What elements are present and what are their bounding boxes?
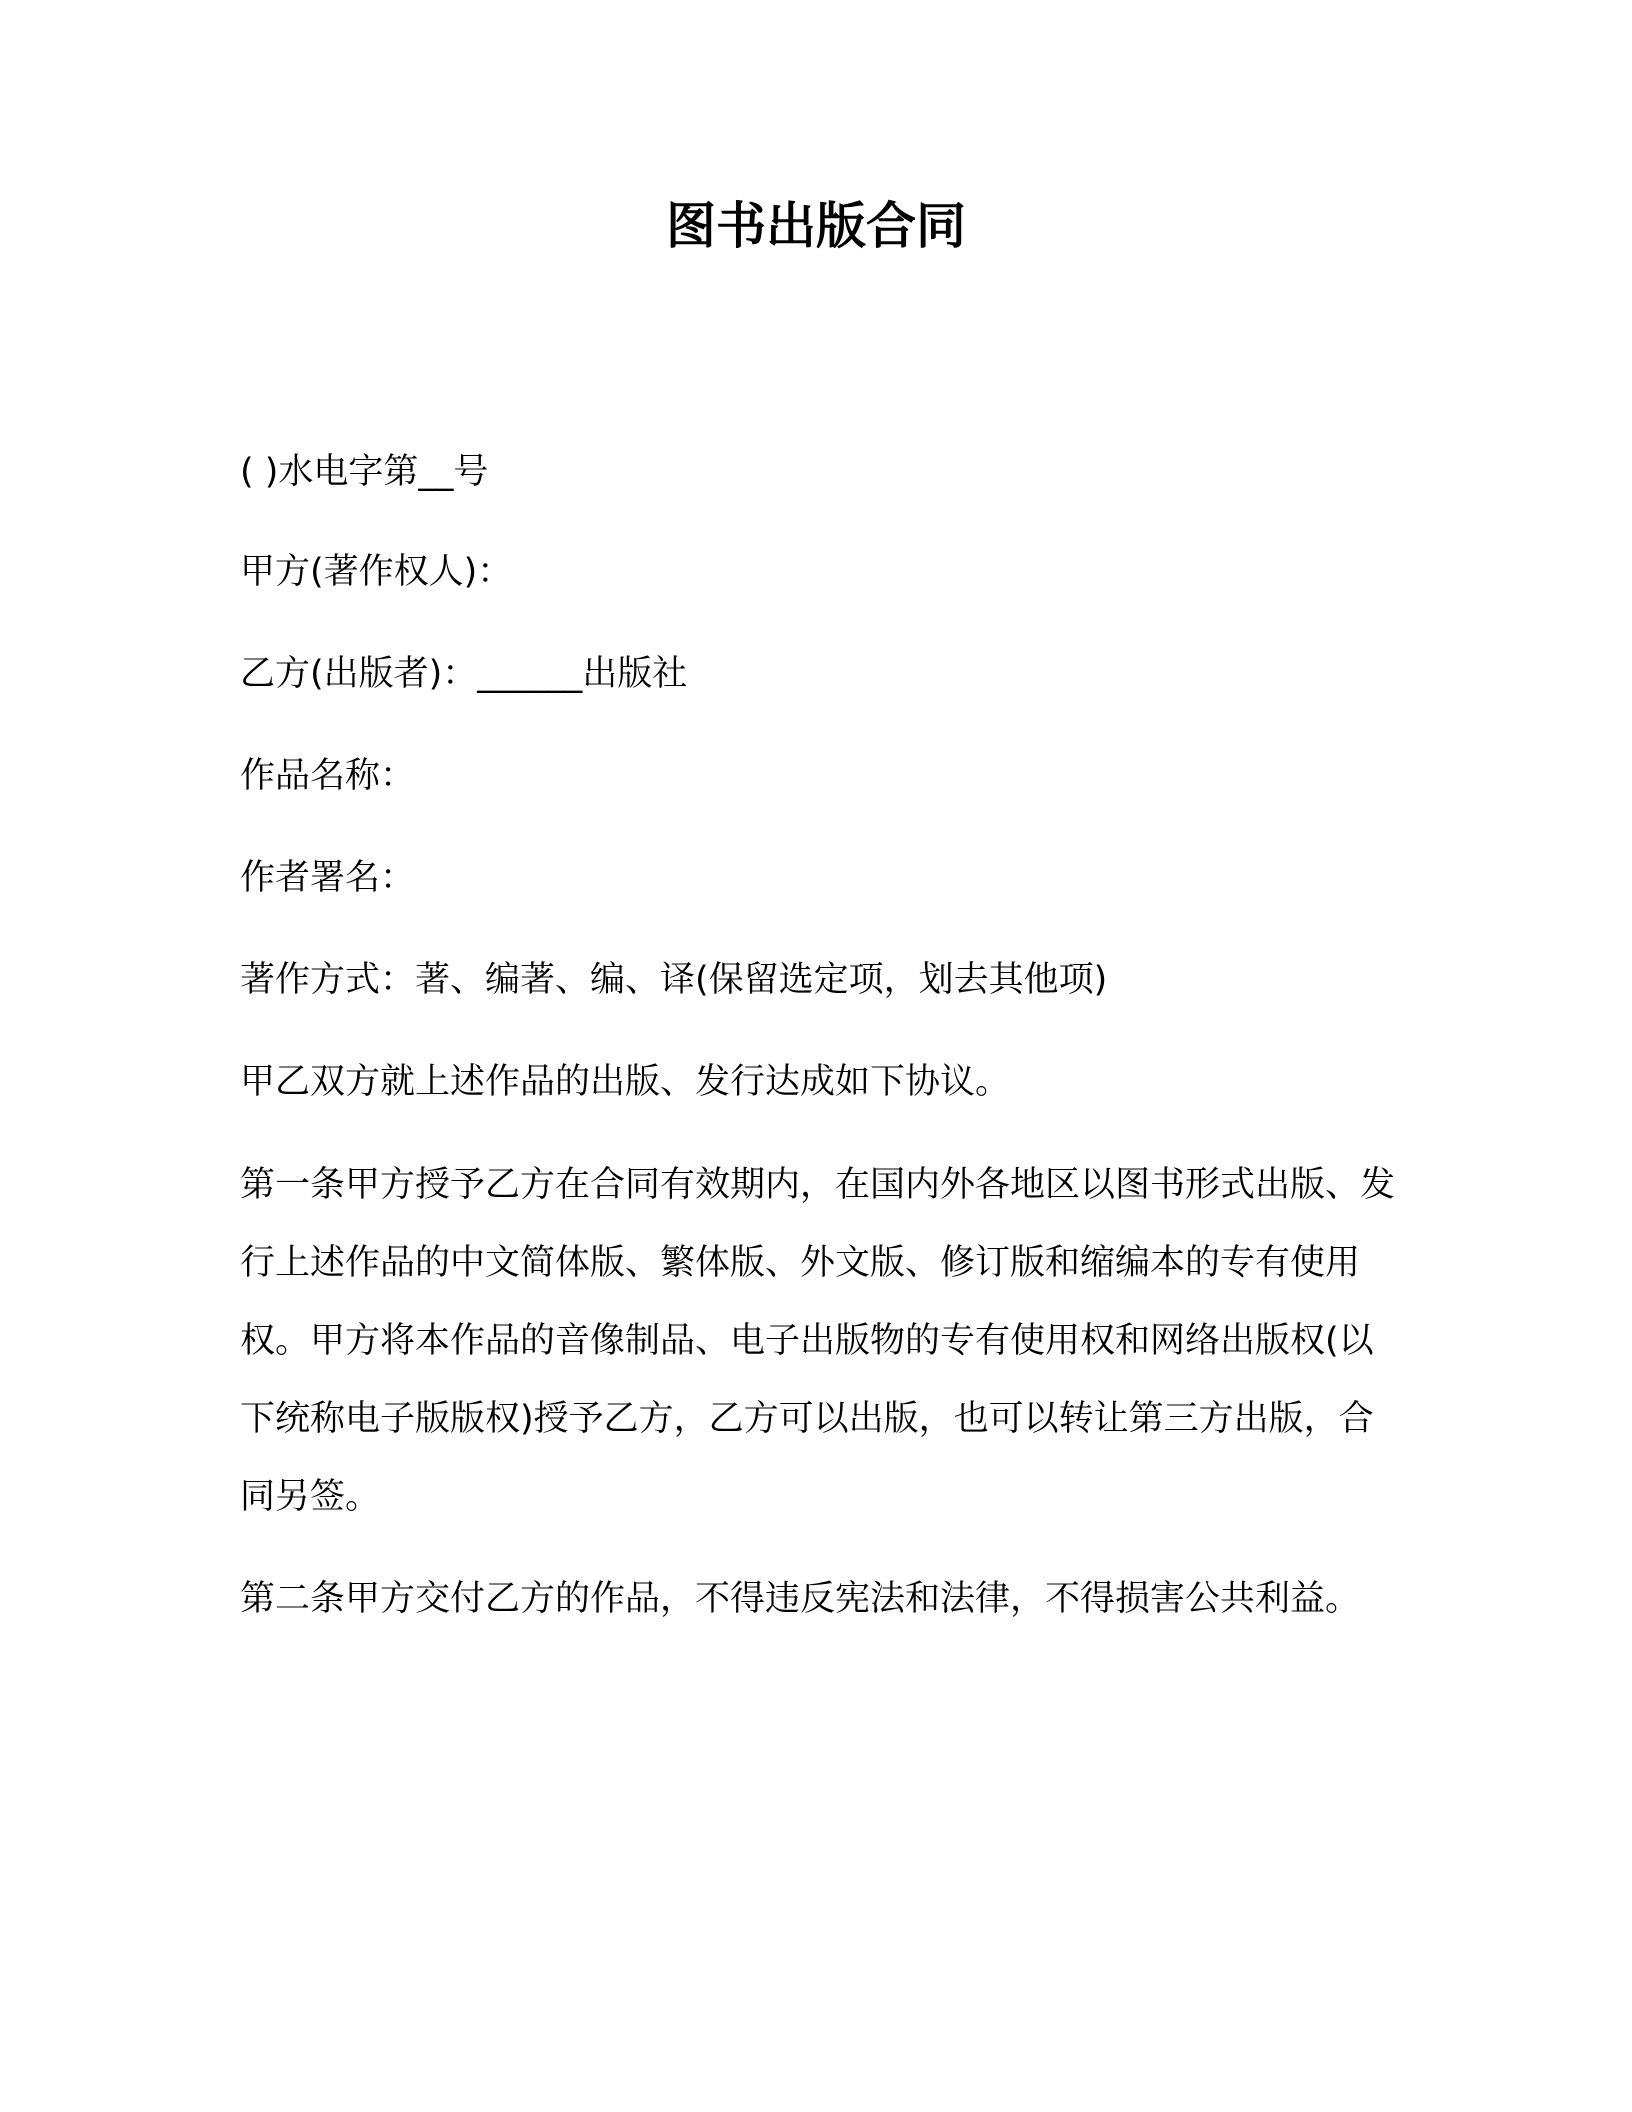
authorship-mode-line: 著作方式：著、编著、编、译(保留选定项，划去其他项) xyxy=(240,960,1108,1000)
contract-number: ( )水电字第__号 xyxy=(240,452,489,492)
author-signature-line: 作者署名： xyxy=(240,858,416,898)
work-title-line: 作品名称： xyxy=(240,756,416,796)
document-title: 图书出版合同 xyxy=(666,197,966,255)
party-a-line: 甲方(著作权人)： xyxy=(240,552,513,592)
agreement-intro: 甲乙双方就上述作品的出版、发行达成如下协议。 xyxy=(240,1062,1011,1102)
clause-2-paragraph: 第二条甲方交付乙方的作品，不得违反宪法和法律，不得损害公共利益。 xyxy=(240,1579,1361,1619)
party-b-line: 乙方(出版者)：______出版社 xyxy=(240,654,688,694)
clause-1-paragraph: 第一条甲方授予乙方在合同有效期内，在国内外各地区以图书形式出版、发行上述作品的中文简体版、繁体版、外文版、修订版和缩编本的专有使用权。甲方将本作品的音像制品、电子出版物的专有使用权和网络出版权(以下统称电子版版权)授予乙方，乙方可以出版，也可以转让第三方出版，合同另签。 xyxy=(240,1165,1396,1517)
